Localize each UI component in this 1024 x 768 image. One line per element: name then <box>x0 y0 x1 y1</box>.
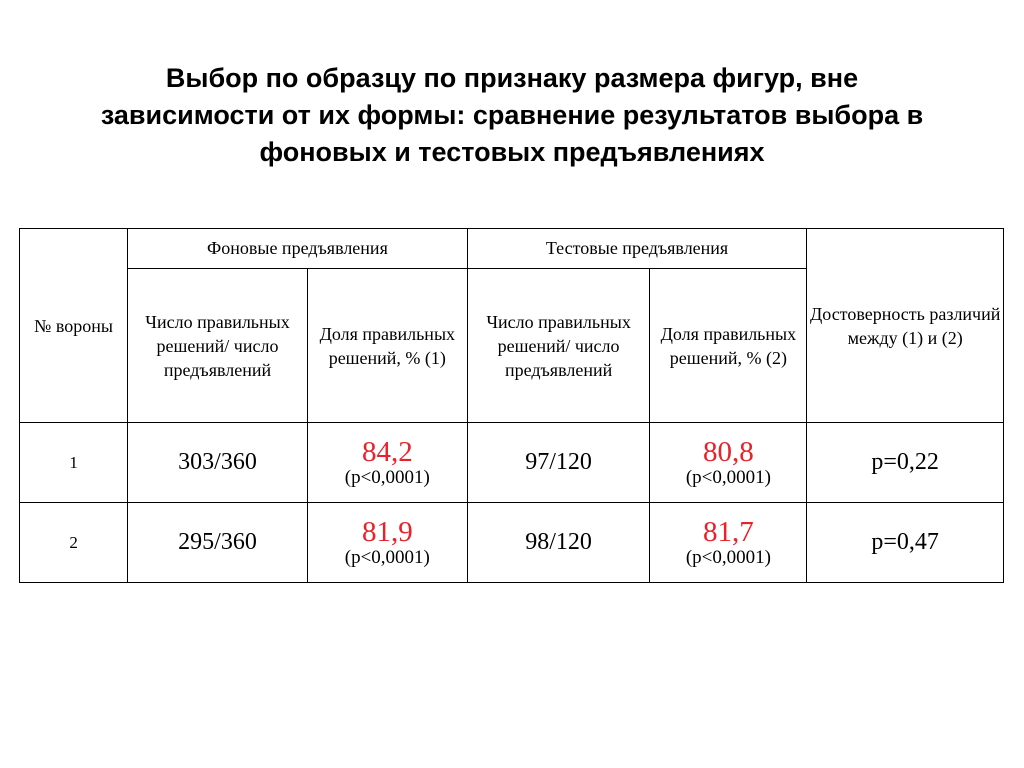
background-p-value: (p<0,0001) <box>344 466 430 488</box>
background-count-cell: 303/360 <box>128 423 308 503</box>
table-header-group-row <box>20 229 1004 269</box>
header-background-group: Фоновые предъявления <box>128 229 468 269</box>
test-share-cell <box>650 503 807 583</box>
test-share-value: 81,7 <box>703 515 754 548</box>
results-table <box>19 228 1004 583</box>
table-row <box>20 503 1004 583</box>
test-count-cell: 97/120 <box>467 423 650 503</box>
test-p-value: (p<0,0001) <box>685 466 771 488</box>
table-row <box>20 423 1004 503</box>
title-line-2: зависимости от их формы: сравнение результатов выбора в <box>100 100 924 130</box>
background-share-value: 84,2 <box>361 435 413 468</box>
background-share-value: 81,9 <box>361 515 413 548</box>
test-share-value: 80,8 <box>703 435 754 468</box>
crow-number-cell: 2 <box>20 503 128 583</box>
background-count-cell: 295/360 <box>128 503 308 583</box>
header-background-count: Число правильных решений/ число предъявлений <box>128 269 308 423</box>
header-test-share: Доля правильных решений, % (2) <box>650 269 807 423</box>
significance-cell: p=0,47 <box>807 503 1004 583</box>
header-crow-number: № вороны <box>20 229 128 423</box>
title-line-1: Выбор по образцу по признаку размера фигур, вне <box>165 63 859 93</box>
background-share-cell <box>307 503 467 583</box>
slide-title <box>0 60 1024 171</box>
test-p-value: (p<0,0001) <box>685 546 771 568</box>
test-share-cell <box>650 423 807 503</box>
background-share-cell <box>307 423 467 503</box>
crow-number-cell: 1 <box>20 423 128 503</box>
title-line-3: фоновых и тестовых предъявлениях <box>259 137 765 167</box>
header-significance: Достоверность различий между (1) и (2) <box>807 229 1004 423</box>
header-test-count: Число правильных решений/ число предъявлений <box>467 269 650 423</box>
background-p-value: (p<0,0001) <box>344 546 430 568</box>
test-count-cell: 98/120 <box>467 503 650 583</box>
header-test-group: Тестовые предъявления <box>467 229 807 269</box>
significance-cell: p=0,22 <box>807 423 1004 503</box>
header-background-share: Доля правильных решений, % (1) <box>307 269 467 423</box>
